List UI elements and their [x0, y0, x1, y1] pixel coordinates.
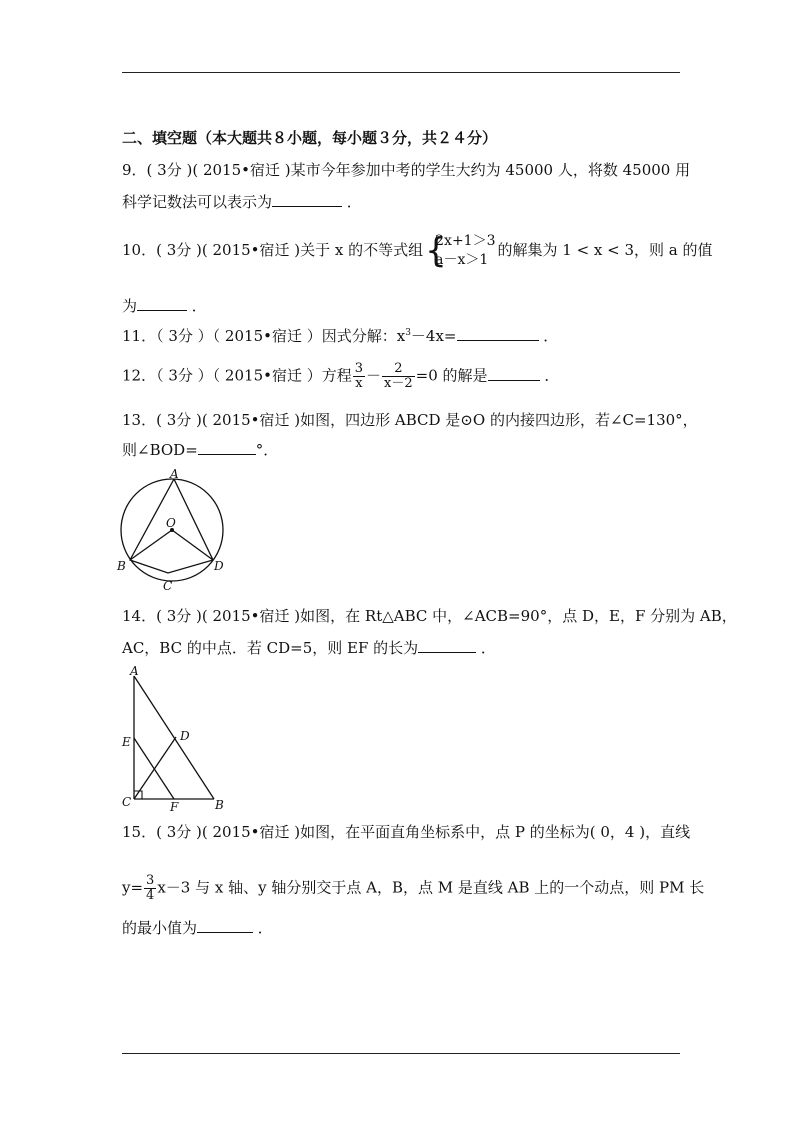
q14-line2-text: AC，BC 的中点．若 CD=5，则 EF 的长为: [122, 639, 419, 657]
segment-od: [172, 530, 213, 560]
q12-minus: －: [366, 366, 382, 385]
q11-line: [122, 326, 558, 346]
q12-line: [122, 362, 559, 391]
q14-line2: [122, 638, 496, 658]
q15-period: ．: [257, 919, 273, 937]
label-d: D: [180, 729, 190, 743]
q12-frac2-denominator: x－2: [384, 376, 413, 391]
q13-circle-figure: [112, 466, 242, 598]
q12-prefix: 12．（ 3分 ）（ 2015•宿迁 ）方程: [122, 366, 352, 385]
q10-suffix: 的解集为 1 < x < 3，则 a 的值: [497, 241, 713, 259]
q13-line2: [122, 440, 278, 460]
q11-suffix: －4x=: [410, 327, 457, 345]
label-f: F: [170, 800, 179, 814]
q15-frac-denominator: 4: [146, 888, 155, 903]
q15-frac-numerator: 3: [146, 873, 155, 888]
q10-line2: [122, 296, 207, 316]
label-d: D: [214, 559, 224, 573]
q10-period: ．: [191, 297, 207, 315]
footer-rule: [122, 1053, 680, 1054]
label-a: A: [130, 664, 139, 678]
q9-line1: 9．( 3分 )( 2015•宿迁 )某市今年参加中考的学生大约为 45000 人，将数 45000 用: [122, 161, 691, 179]
q13-suffix: °．: [255, 441, 279, 459]
q10-answer-blank[interactable]: [137, 296, 187, 311]
q13-line1: 13．( 3分 )( 2015•宿迁 )如图，四边形 ABCD 是⊙O 的内接四边形，若∠C=130°，: [122, 411, 698, 429]
q12-frac1-denominator: x: [355, 376, 363, 391]
q11-exponent: 3: [405, 328, 411, 338]
q12-frac1-numerator: 3: [354, 361, 364, 376]
header-rule: [122, 72, 680, 73]
segment-cd: [134, 737, 176, 799]
label-e: E: [122, 735, 131, 749]
q11-answer-blank[interactable]: [457, 326, 539, 341]
label-c: C: [122, 795, 132, 809]
q12-period: ．: [544, 366, 560, 385]
q11-period: ．: [543, 327, 559, 345]
q10-line2-text: 为: [122, 297, 138, 315]
q14-answer-blank[interactable]: [418, 638, 476, 653]
q15-answer-blank[interactable]: [197, 918, 253, 933]
q10-ineq1: 2x+1＞3: [435, 233, 496, 249]
q12-fraction-1: [353, 362, 365, 391]
q14-line1: 14．( 3分 )( 2015•宿迁 )如图，在 Rt△ABC 中，∠ACB=90°，点 D，E，F 分别为 AB，: [122, 607, 737, 625]
q11-prefix: 11．（ 3分 ）（ 2015•宿迁 ）因式分解：x: [122, 327, 406, 345]
label-b: B: [215, 798, 224, 812]
label-b: B: [117, 559, 126, 573]
label-o: O: [166, 516, 176, 530]
q14-period: ．: [480, 639, 496, 657]
q15-fraction: [144, 874, 156, 903]
q15-line3-text: 的最小值为: [122, 919, 198, 937]
q15-line2: [122, 874, 704, 903]
q12-fraction-2: [382, 362, 415, 391]
q10-line1: [122, 232, 713, 270]
q10-ineq2: a－x＞1: [435, 252, 489, 268]
q15-line1: 15．( 3分 )( 2015•宿迁 )如图，在平面直角坐标系中，点 P 的坐标为( 0，4 )，直线: [122, 823, 691, 841]
q9-line2: [122, 192, 362, 212]
label-c: C: [163, 579, 173, 593]
q9-line2-text: 科学记数法可以表示为: [122, 193, 273, 211]
q12-answer-blank[interactable]: [488, 366, 540, 381]
brace-icon: {: [425, 231, 447, 271]
q10-inequality-system: [425, 232, 495, 270]
q10-prefix: 10．( 3分 )( 2015•宿迁 )关于 x 的不等式组: [122, 241, 424, 259]
q13-line2-text: 则∠BOD=: [122, 441, 198, 459]
q15-y-equals: y=: [122, 878, 144, 897]
segment-ob: [130, 530, 172, 560]
label-a: A: [170, 467, 179, 481]
q12-suffix: =0 的解是: [415, 366, 488, 385]
q15-line3: [122, 918, 273, 938]
q9-period: ．: [346, 193, 362, 211]
section-heading: 二、填空题（本大题共８小题，每小题３分，共２４分）: [122, 129, 498, 147]
q13-answer-blank[interactable]: [198, 440, 256, 455]
q15-line2-text: x－3 与 x 轴、y 轴分别交于点 A，B，点 M 是直线 AB 上的一个动点，则 PM 长: [157, 878, 705, 897]
q14-triangle-figure: [114, 664, 234, 814]
q9-answer-blank[interactable]: [272, 192, 342, 207]
q12-frac2-numerator: 2: [382, 362, 415, 377]
